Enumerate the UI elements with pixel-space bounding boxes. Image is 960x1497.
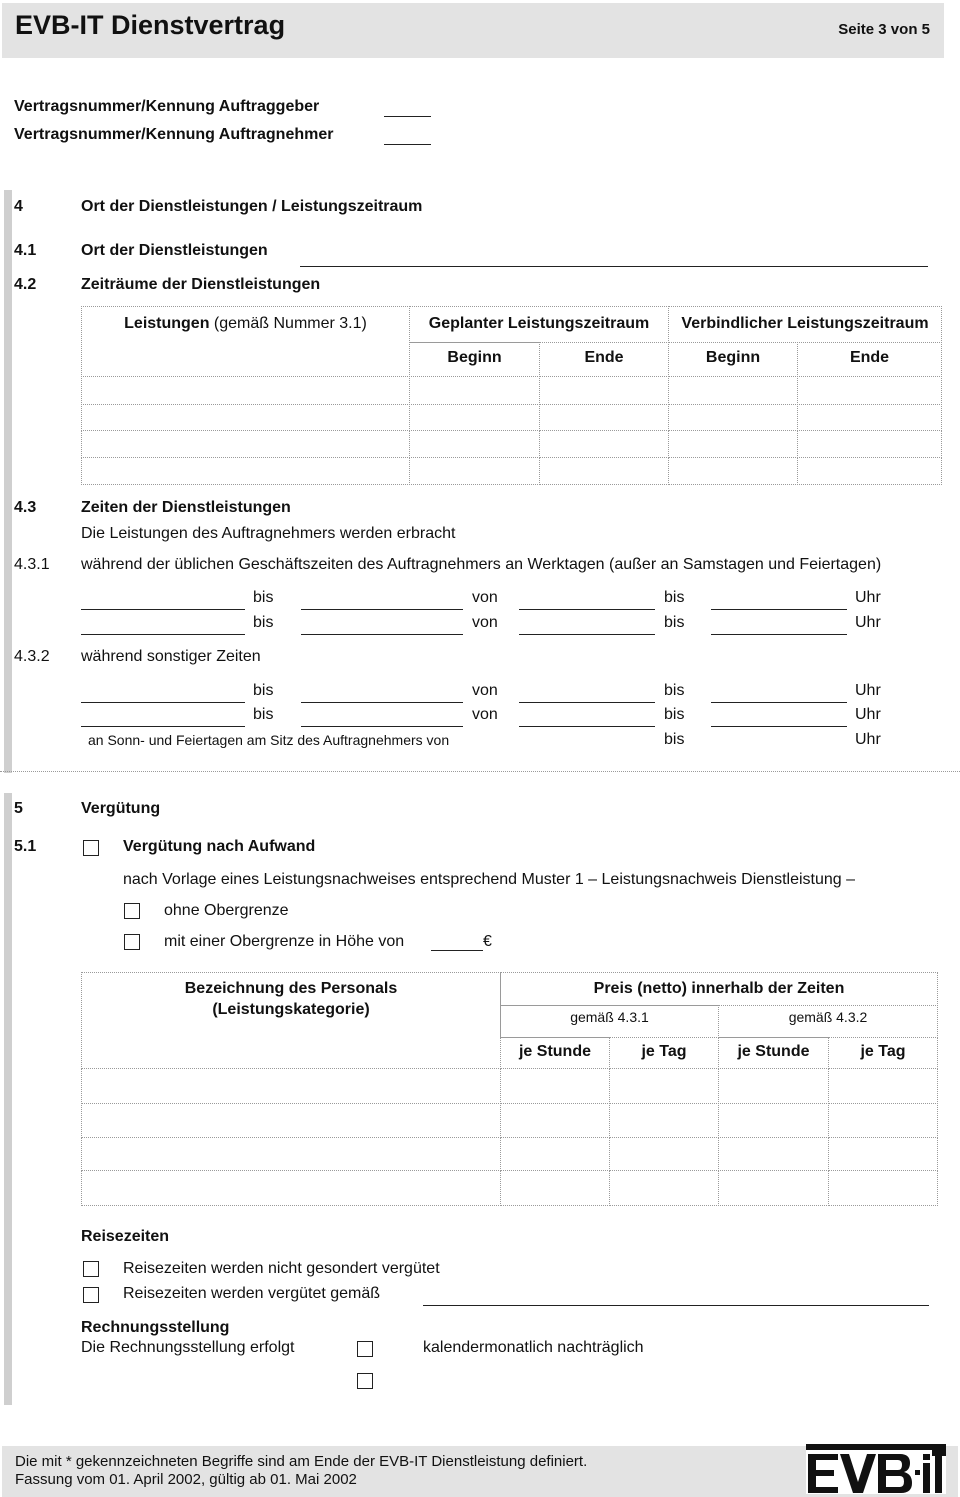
period-cell-binding-begin[interactable] [668, 457, 798, 485]
bis-label: bis [664, 706, 685, 723]
billing-text: Die Rechnungsstellung erfolgt [81, 1339, 295, 1356]
price-cell[interactable] [500, 1137, 610, 1171]
travel-paid-basis-field[interactable] [423, 1305, 929, 1306]
period-cell-service[interactable] [81, 376, 410, 405]
period-header-services-label [81, 315, 410, 333]
weekday-time-to-field[interactable] [711, 634, 847, 635]
period-cell-planned-begin[interactable] [409, 457, 540, 485]
section-divider [0, 771, 960, 772]
section-5-1-number: 5.1 [14, 838, 37, 855]
period-cell-planned-begin[interactable] [409, 376, 540, 405]
section-4-1-number: 4.1 [14, 242, 37, 259]
euro-symbol: € [483, 933, 492, 950]
period-header-planned-label: Geplanter Leistungszeitraum [428, 315, 650, 332]
effort-based-checkbox[interactable] [83, 840, 99, 856]
section-4-1-title: Ort der Dienstleistungen [81, 242, 268, 259]
contract-id-contractor-field[interactable] [384, 144, 431, 145]
bis-label: bis [253, 614, 274, 631]
subgroup-431-label: gemäß 4.3.1 [570, 1009, 649, 1025]
von-label: von [472, 589, 498, 606]
period-cell-planned-end[interactable] [539, 404, 669, 431]
uhr-label: Uhr [855, 614, 881, 631]
bis-label: bis [253, 706, 274, 723]
location-field[interactable] [300, 266, 928, 267]
weekday-day-from-field[interactable] [81, 609, 245, 610]
section-4-marker [4, 190, 12, 773]
price-cell[interactable] [718, 1137, 829, 1171]
other-time-from-field[interactable] [519, 702, 655, 703]
weekday-time-to-field[interactable] [711, 609, 847, 610]
footer-version-note: Fassung vom 01. April 2002, gültig ab 01. Mai 2002 [15, 1471, 357, 1488]
bis-label: bis [253, 589, 274, 606]
uhr-label: Uhr [855, 706, 881, 723]
other-time-to-field[interactable] [711, 702, 847, 703]
no-cap-label: ohne Obergrenze [164, 902, 289, 919]
travel-title: Reisezeiten [81, 1228, 170, 1245]
contract-id-contractor-label: Vertragsnummer/Kennung Auftragnehmer [14, 126, 334, 143]
period-cell-service[interactable] [81, 457, 410, 485]
per-day-header: je Tag [641, 1043, 687, 1060]
price-cell[interactable] [828, 1137, 938, 1171]
sunday-holiday-text: an Sonn- und Feiertagen am Sitz des Auftragnehmers von [88, 732, 450, 748]
section-4-3-1-number: 4.3.1 [14, 556, 50, 573]
weekday-day-to-field[interactable] [301, 634, 463, 635]
price-group-label: Preis (netto) innerhalb der Zeiten [593, 980, 845, 997]
price-cell-personnel[interactable] [81, 1137, 501, 1171]
weekday-time-from-field[interactable] [519, 609, 655, 610]
per-day-header: je Tag [860, 1043, 906, 1060]
document-title: EVB-IT Dienstvertrag [15, 10, 286, 40]
price-cell[interactable] [609, 1103, 719, 1138]
period-cell-service[interactable] [81, 404, 410, 431]
footer-definitions-note: Die mit * gekennzeichneten Begriffe sind am Ende der EVB-IT Dienstleistung definiert. [15, 1453, 588, 1470]
billing-other-checkbox[interactable] [357, 1373, 373, 1389]
section-5-1-text: nach Vorlage eines Leistungsnachweises entsprechend Muster 1 – Leistungsnachweis Dienstleistung – [123, 871, 856, 888]
von-label: von [472, 682, 498, 699]
evb-it-logo-icon [806, 1444, 946, 1494]
period-cell-planned-end[interactable] [539, 376, 669, 405]
period-cell-planned-end[interactable] [539, 457, 669, 485]
per-hour-header: je Stunde [518, 1043, 591, 1060]
section-5-number: 5 [14, 800, 23, 817]
period-cell-binding-begin[interactable] [668, 376, 798, 405]
cap-amount-field[interactable] [431, 950, 483, 951]
per-hour-header: je Stunde [737, 1043, 810, 1060]
section-4-3-2-text: während sonstiger Zeiten [81, 648, 261, 665]
page-indicator: Seite 3 von 5 [838, 21, 930, 38]
uhr-label: Uhr [855, 682, 881, 699]
section-5-1-title: Vergütung nach Aufwand [123, 838, 316, 855]
price-cell-personnel[interactable] [81, 1103, 501, 1138]
personnel-header-line2: (Leistungskategorie) [212, 1001, 370, 1018]
other-time-from-field[interactable] [519, 726, 655, 727]
other-day-to-field[interactable] [301, 702, 463, 703]
period-cell-service[interactable] [81, 430, 410, 458]
no-cap-checkbox[interactable] [124, 903, 140, 919]
section-4-2-number: 4.2 [14, 276, 37, 293]
section-4-3-number: 4.3 [14, 499, 37, 516]
section-5-title: Vergütung [81, 800, 161, 817]
period-cell-binding-begin[interactable] [668, 404, 798, 431]
price-cell[interactable] [828, 1068, 938, 1104]
section-4-3-2-number: 4.3.2 [14, 648, 50, 665]
price-cell[interactable] [828, 1170, 938, 1206]
uhr-label: Uhr [855, 589, 881, 606]
period-cell-planned-begin[interactable] [409, 430, 540, 458]
billing-monthly-label: kalendermonatlich nachträglich [423, 1339, 644, 1356]
period-cell-binding-end[interactable] [797, 404, 942, 431]
price-cell[interactable] [828, 1103, 938, 1138]
period-cell-planned-begin[interactable] [409, 404, 540, 431]
travel-not-paid-checkbox[interactable] [83, 1261, 99, 1277]
bis-label: bis [664, 682, 685, 699]
bis-label: bis [664, 731, 685, 748]
travel-paid-checkbox[interactable] [83, 1287, 99, 1303]
period-cell-binding-end[interactable] [797, 376, 942, 405]
price-cell-personnel[interactable] [81, 1068, 501, 1104]
bis-label: bis [664, 614, 685, 631]
von-label: von [472, 706, 498, 723]
section-4-2-title: Zeiträume der Dienstleistungen [81, 276, 321, 293]
bis-label: bis [253, 682, 274, 699]
section-4-3-intro: Die Leistungen des Auftragnehmers werden erbracht [81, 525, 456, 542]
uhr-label: Uhr [855, 731, 881, 748]
section-4-3-1-text: während der üblichen Geschäftszeiten des Auftragnehmers an Werktagen (außer an Samstagen und Feiertagen) [81, 556, 882, 573]
period-header-binding-label: Verbindlicher Leistungszeitraum [681, 315, 929, 332]
price-cell[interactable] [718, 1068, 829, 1104]
other-day-from-field[interactable] [81, 702, 245, 703]
price-cell[interactable] [609, 1137, 719, 1171]
bis-label: bis [664, 589, 685, 606]
travel-paid-label: Reisezeiten werden vergütet gemäß [123, 1285, 381, 1302]
contract-id-client-label: Vertragsnummer/Kennung Auftraggeber [14, 98, 320, 115]
price-cell[interactable] [500, 1103, 610, 1138]
cap-label: mit einer Obergrenze in Höhe von [164, 933, 405, 950]
period-cell-binding-begin[interactable] [668, 430, 798, 458]
services-label-ref: (gemäß Nummer 3.1) [209, 315, 367, 332]
section-4-number: 4 [14, 198, 23, 215]
price-cell[interactable] [500, 1068, 610, 1104]
services-label-bold: Leistungen [124, 315, 210, 332]
personnel-header-line1: Bezeichnung des Personals [184, 980, 398, 997]
travel-not-paid-label: Reisezeiten werden nicht gesondert vergütet [123, 1260, 440, 1277]
binding-begin-header: Beginn [705, 349, 761, 366]
subgroup-432-label: gemäß 4.3.2 [788, 1009, 868, 1025]
other-day-from-field[interactable] [81, 726, 245, 727]
price-cell[interactable] [609, 1170, 719, 1206]
billing-title: Rechnungsstellung [81, 1319, 230, 1336]
price-cell[interactable] [718, 1170, 829, 1206]
cap-checkbox[interactable] [124, 934, 140, 950]
price-cell[interactable] [718, 1103, 829, 1138]
weekday-day-from-field[interactable] [81, 634, 245, 635]
period-cell-binding-end[interactable] [797, 457, 942, 485]
binding-end-header: Ende [849, 349, 890, 366]
other-day-to-field[interactable] [301, 726, 463, 727]
weekday-day-to-field[interactable] [301, 609, 463, 610]
contract-id-client-field[interactable] [384, 116, 431, 117]
price-cell[interactable] [609, 1068, 719, 1104]
von-label: von [472, 614, 498, 631]
period-cell-planned-end[interactable] [539, 430, 669, 458]
section-4-3-title: Zeiten der Dienstleistungen [81, 499, 291, 516]
section-5-marker [4, 793, 12, 1405]
other-time-to-field[interactable] [711, 726, 847, 727]
price-cell[interactable] [500, 1170, 610, 1206]
price-cell-personnel[interactable] [81, 1170, 501, 1206]
planned-begin-header: Beginn [447, 349, 502, 366]
period-cell-binding-end[interactable] [797, 430, 942, 458]
weekday-time-from-field[interactable] [519, 634, 655, 635]
billing-monthly-checkbox[interactable] [357, 1341, 373, 1357]
planned-end-header: Ende [584, 349, 624, 366]
section-4-title: Ort der Dienstleistungen / Leistungszeitraum [81, 198, 423, 215]
